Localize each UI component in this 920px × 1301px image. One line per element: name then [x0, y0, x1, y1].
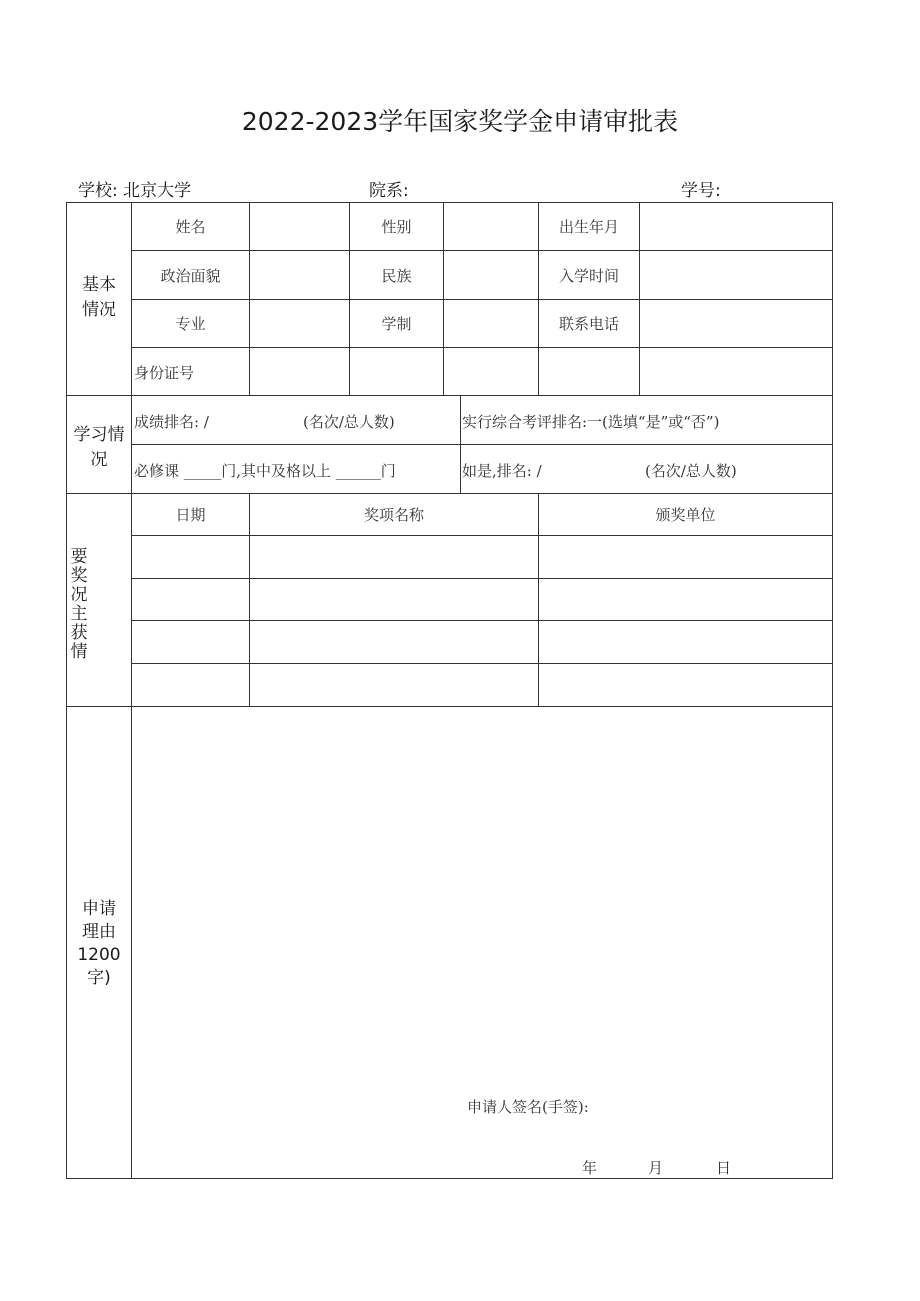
basic-col-line: [249, 202, 250, 395]
name-field[interactable]: [251, 204, 348, 249]
basic-row-line: [131, 347, 833, 348]
length-field[interactable]: [445, 301, 537, 346]
student-id-label: 学号:: [681, 181, 721, 201]
political-field[interactable]: [251, 252, 348, 298]
awards-row-line: [131, 535, 833, 536]
comprehensive-ranking-label: 实行综合考评排名:一(选填“是”或“否”): [462, 413, 720, 431]
signature-label: 申请人签名(手签):: [467, 1098, 589, 1116]
reason-text-area[interactable]: [134, 709, 830, 1089]
date-year-label: 年: [582, 1159, 598, 1177]
awards-row-line: [131, 663, 833, 664]
reason-section-label: 申请 理由 1200 字): [77, 899, 121, 988]
basic-section-label: 基本 情况: [82, 275, 116, 320]
section-divider: [66, 706, 833, 707]
form-title: 2022-2023学年国家奖学金申请审批表: [241, 107, 679, 136]
ethnicity-label: 民族: [381, 266, 412, 285]
birth-label: 出生年月: [558, 218, 619, 236]
date-month-label: 月: [648, 1159, 664, 1177]
phone-label: 联系电话: [558, 315, 619, 333]
study-col-line: [460, 395, 461, 493]
date-day-label: 日: [716, 1159, 732, 1177]
awards-row-line: [131, 578, 833, 579]
gender-field[interactable]: [445, 204, 537, 249]
required-courses-label: 必修课 _____门,其中及格以上 ______门: [134, 462, 396, 480]
birth-field[interactable]: [641, 204, 831, 249]
political-label: 政治面貌: [160, 266, 221, 285]
major-field[interactable]: [251, 301, 348, 346]
enroll-time-field[interactable]: [641, 252, 831, 298]
school-label: 学校: 北京大学: [78, 181, 192, 201]
name-label: 姓名: [175, 218, 206, 236]
section-divider: [66, 395, 833, 396]
left-column-divider: [131, 202, 132, 1179]
grade-rank-unit: (名次/总人数): [303, 413, 395, 431]
awards-row-line: [131, 620, 833, 621]
grade-rank-label: 成绩排名: /: [134, 413, 209, 431]
award-name-header: 奖项名称: [363, 506, 424, 524]
gender-label: 性别: [381, 218, 412, 236]
if-yes-rank-unit: (名次/总人数): [645, 462, 737, 480]
enroll-time-label: 入学时间: [558, 266, 619, 285]
phone-field[interactable]: [641, 301, 831, 346]
department-label: 院系:: [369, 181, 409, 201]
ethnicity-field[interactable]: [445, 252, 537, 298]
if-yes-rank-label: 如是,排名: /: [462, 462, 542, 480]
awards-section-label: 要奖况主获情: [70, 547, 88, 662]
length-label: 学制: [381, 315, 412, 333]
id-number-field[interactable]: [251, 349, 831, 394]
award-date-header: 日期: [175, 506, 206, 524]
award-unit-header: 颁奖单位: [655, 506, 716, 524]
study-row-line: [131, 444, 833, 445]
major-label: 专业: [175, 315, 206, 333]
study-section-label: 学习情 况: [73, 425, 125, 470]
id-number-label: 身份证号: [134, 364, 195, 382]
